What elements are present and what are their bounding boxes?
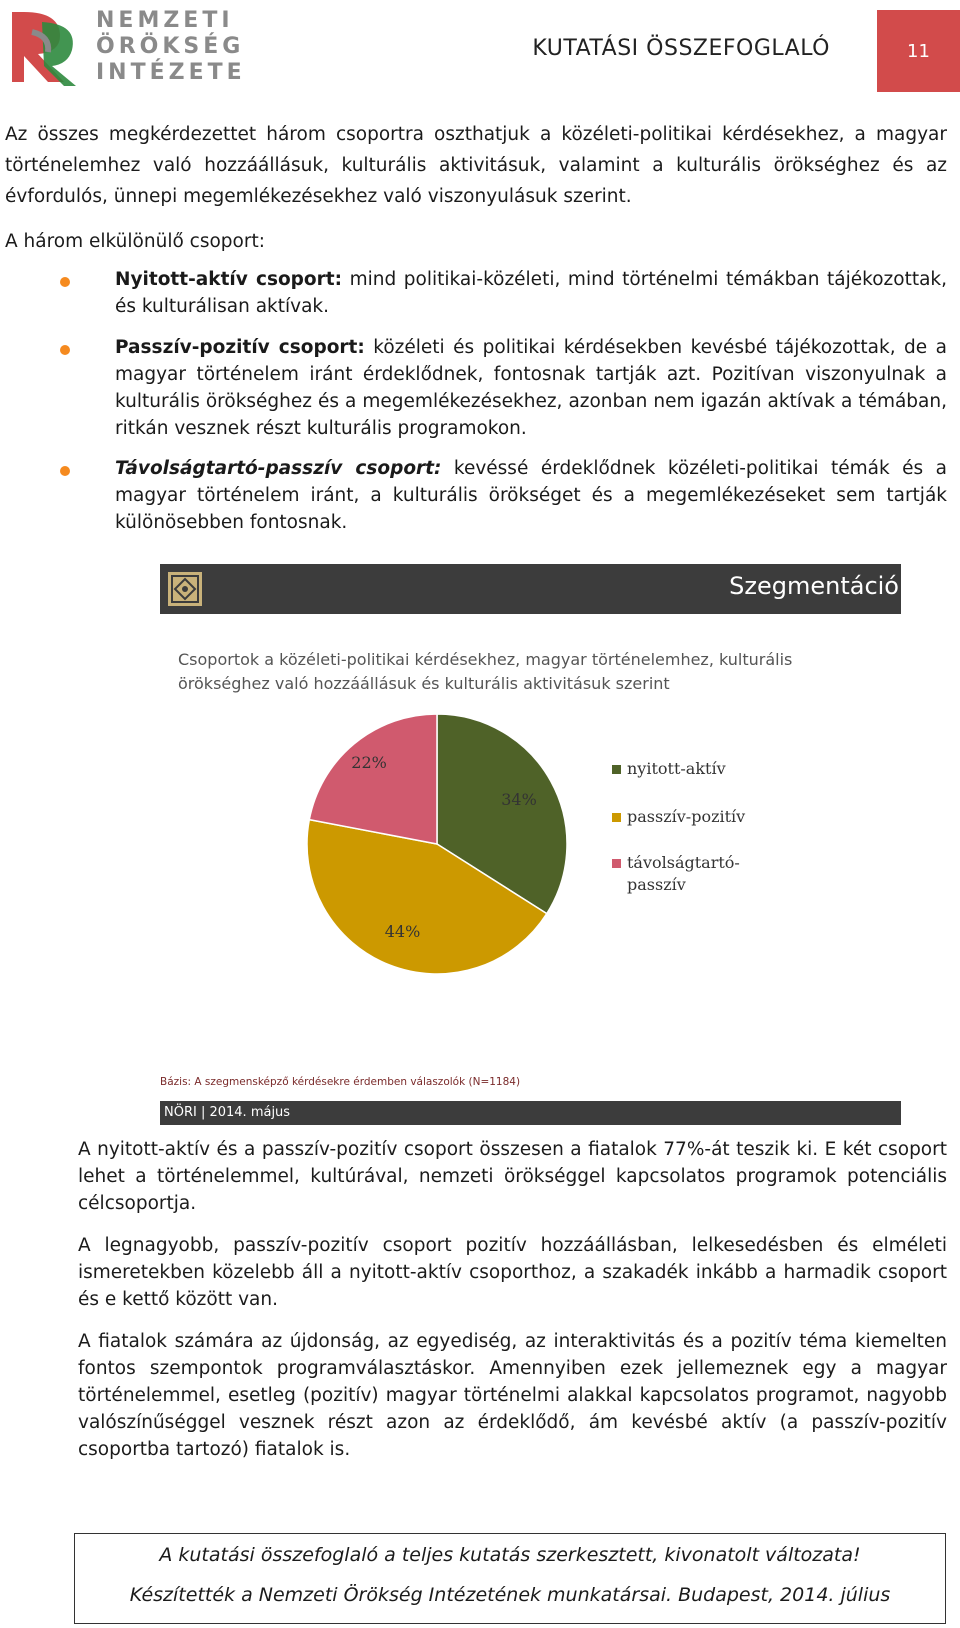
groups-lead: A három elkülönülő csoport: xyxy=(5,231,265,252)
chart-source: NÖRI | 2014. május xyxy=(164,1105,291,1120)
legend-label: távolságtartó- xyxy=(627,853,740,872)
legend-swatch xyxy=(612,859,621,868)
legend-label: passzív xyxy=(627,875,686,894)
body-paragraph-2: A legnagyobb, passzív-pozitív csoport pozitív hozzáállásban, lelkesedésben és elméleti ismeretekben közelebb áll a nyitott-aktív csoporthoz, a szakadék inkább a harmadik csoport és e kettő között van. xyxy=(78,1235,947,1310)
group-name: Passzív-pozitív csoport: xyxy=(115,337,365,358)
footer-line-2: Készítették a Nemzeti Örökség Intézetének munkatársai. Budapest, 2014. július xyxy=(129,1584,891,1606)
logo-text xyxy=(96,8,246,86)
pie-data-label: 44% xyxy=(384,922,421,942)
group-description xyxy=(115,334,947,442)
pie-chart xyxy=(160,714,901,1074)
group-name: Távolságtartó-passzív csoport: xyxy=(115,458,442,479)
group-name: Nyitott-aktív csoport: xyxy=(115,269,342,290)
legend-label: nyitott-aktív xyxy=(627,759,726,778)
legend-swatch xyxy=(612,813,621,822)
institute-logo xyxy=(8,6,244,88)
chart-header-bar xyxy=(160,564,901,614)
logo-line-1: NEMZETI xyxy=(96,8,234,33)
group-description xyxy=(115,266,947,320)
group-text: kevéssé érdeklődnek közéleti-politikai témák és a magyar történelem iránt, a kulturális örökséget és a megemlékezéseket sem tartják különösebben fontosnak. xyxy=(115,458,948,533)
group-text: mind politikai-közéleti, mind történelmi témákban tájékozottak, és kulturálisan aktívak. xyxy=(115,269,948,317)
legend-swatch xyxy=(612,765,621,774)
bullet-dot-icon xyxy=(60,466,70,476)
footer-note-box xyxy=(74,1533,946,1624)
bullet-dot-icon xyxy=(60,345,70,355)
group-text: közéleti és politikai kérdésekben kevésbé tájékozottak, de a magyar történelem iránt érdeklődnek, fontosnak tartják azt. Pozitívan viszonyulnak a kulturális örökséghez és a megemlékezésekhez, azonban nem igazán aktívak a témában, ritkán vesznek részt kulturális programokon. xyxy=(115,337,948,439)
chart-source-bar xyxy=(160,1101,901,1125)
chart-title: Csoportok a közéleti-politikai kérdésekhez, magyar történelemhez, kulturális örökséghez való hozzáállásuk és kulturális aktivitásuk szerint xyxy=(178,650,793,693)
chart-basis-note: Bázis: A szegmensképző kérdésekre érdemben válaszolók (N=1184) xyxy=(160,1076,521,1088)
document-title: KUTATÁSI ÖSSZEFOGLALÓ xyxy=(532,36,830,61)
legend-label: passzív-pozitív xyxy=(627,807,746,826)
logo-line-3: INTÉZETE xyxy=(96,60,246,85)
logo-mark-icon xyxy=(8,6,88,88)
page-number-badge: 11 xyxy=(877,10,960,92)
intro-paragraph: Az összes megkérdezettet három csoportra oszthatjuk a közéleti-politikai kérdésekhez, a magyar történelemhez való hozzáállásuk, kulturális aktivitásuk, valamint a kulturális örökséghez és az évfordulós, ünnepi megemlékezésekhez való viszonyulásuk szerint. xyxy=(5,124,947,207)
segmentation-chart xyxy=(160,564,901,1125)
ornament-icon xyxy=(168,572,202,606)
footer-line-1: A kutatási összefoglaló a teljes kutatás szerkesztett, kivonatolt változata! xyxy=(159,1544,861,1566)
pie-data-label: 34% xyxy=(501,789,537,809)
pie-data-label: 22% xyxy=(351,752,387,772)
body-paragraph-3: A fiatalok számára az újdonság, az egyediség, az interaktivitás és a pozitív téma kiemelten fontos szempontok programválasztáskor. Amennyiben ezek jellemeznek egy a magyar történelemmel, esetleg (pozitív) magyar történelmi alakkal kapcsolatos programot, nagyobb valószínűséggel vesznek részt azon az érdeklődő, ám kevésbé aktív (a passzív-pozitív csoportba tartozó) fiatalok is. xyxy=(78,1331,947,1460)
logo-line-2: ÖRÖKSÉG xyxy=(96,34,245,59)
group-description xyxy=(115,455,947,536)
bullet-dot-icon xyxy=(60,277,70,287)
chart-header-title: Szegmentáció xyxy=(729,572,899,600)
body-paragraph-1: A nyitott-aktív és a passzív-pozitív csoport összesen a fiatalok 77%-át teszik ki. E két csoport lehet a történelemmel, kultúrával, nemzeti örökséggel kapcsolatos programok potenciális célcsoportja. xyxy=(78,1139,947,1214)
